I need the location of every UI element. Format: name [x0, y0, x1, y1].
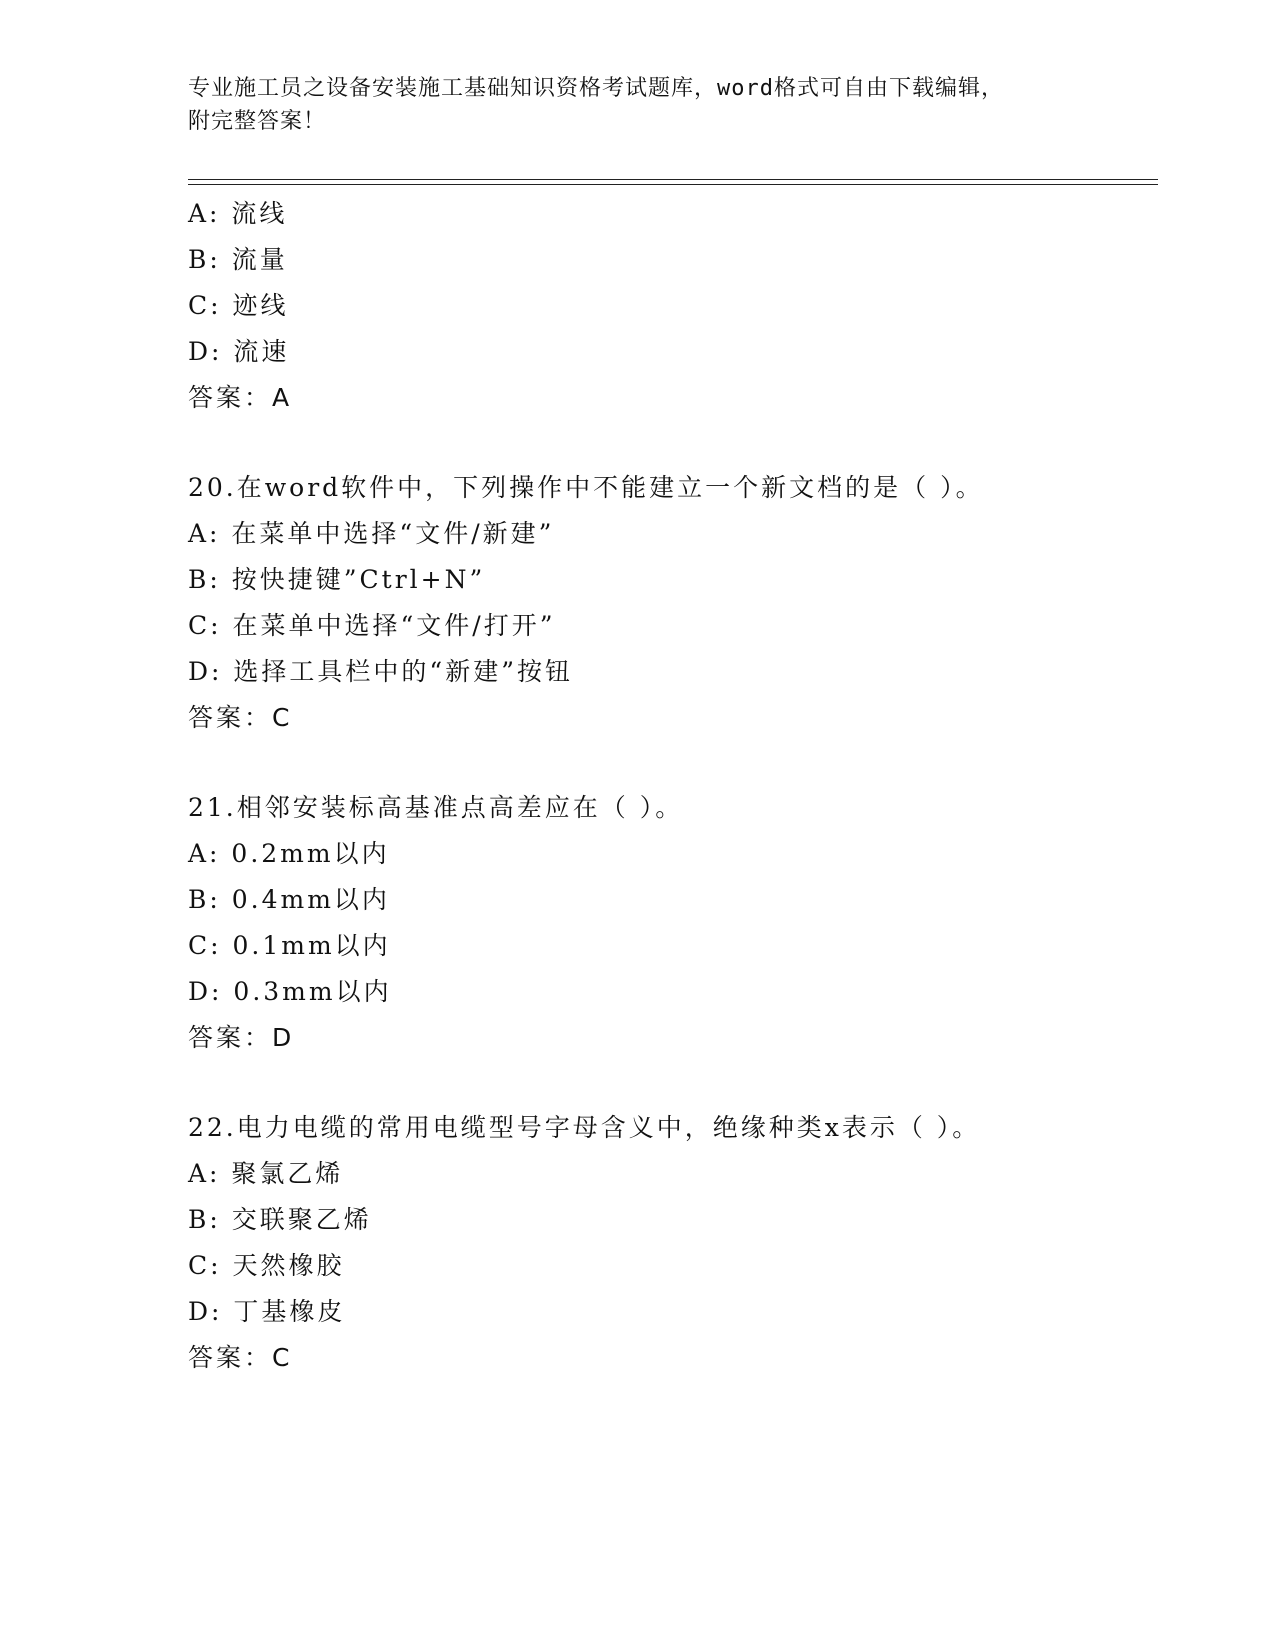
block-spacer	[188, 421, 1158, 465]
block-spacer	[188, 1061, 1158, 1105]
answer-line: 答案：C	[188, 703, 293, 732]
option-a: A: 聚氯乙烯	[188, 1159, 344, 1188]
option-d: D: 丁基橡皮	[188, 1297, 346, 1326]
question-block	[188, 465, 1158, 741]
option-c: C: 在菜单中选择“文件/打开”	[188, 611, 556, 640]
question-block	[188, 191, 1158, 421]
header-divider-bottom	[188, 184, 1158, 185]
option-d: D: 0.3mm以内	[188, 977, 392, 1006]
question-text: 21.相邻安装标高基准点高差应在（ ）。	[188, 793, 684, 822]
question-list	[188, 191, 1158, 1381]
answer-line: 答案：A	[188, 383, 293, 412]
question-block	[188, 785, 1158, 1061]
option-b: B: 0.4mm以内	[188, 885, 390, 914]
option-d: D: 选择工具栏中的“新建”按钮	[188, 657, 573, 686]
option-a: A: 在菜单中选择“文件/新建”	[188, 519, 555, 548]
option-c: C: 迹线	[188, 291, 289, 320]
option-c: C: 天然橡胶	[188, 1251, 345, 1280]
option-b: B: 流量	[188, 245, 288, 274]
option-b: B: 按快捷键”Ctrl+N”	[188, 565, 486, 594]
header-divider-top	[188, 179, 1158, 180]
answer-line: 答案：C	[188, 1343, 293, 1372]
option-d: D: 流速	[188, 337, 290, 366]
header-title-line1: 专业施工员之设备安装施工基础知识资格考试题库，word格式可自由下载编辑，	[188, 76, 1004, 101]
question-text: 20.在word软件中，下列操作中不能建立一个新文档的是（ ）。	[188, 473, 984, 502]
document-header	[188, 72, 1068, 138]
option-c: C: 0.1mm以内	[188, 931, 391, 960]
option-a: A: 流线	[188, 199, 288, 228]
option-b: B: 交联聚乙烯	[188, 1205, 372, 1234]
block-spacer	[188, 741, 1158, 785]
question-block	[188, 1105, 1158, 1381]
answer-line: 答案：D	[188, 1023, 295, 1052]
header-title-line2: 附完整答案！	[188, 109, 327, 134]
question-text: 22.电力电缆的常用电缆型号字母含义中，绝缘种类x表示（ ）。	[188, 1113, 981, 1142]
option-a: A: 0.2mm以内	[188, 839, 390, 868]
